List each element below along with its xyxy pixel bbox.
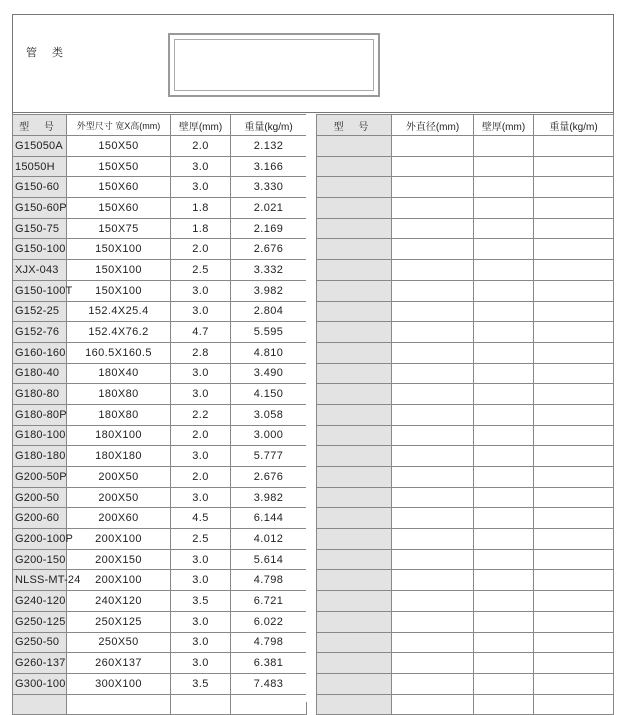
cell-weight: 5.614 <box>231 549 307 570</box>
empty-cell <box>474 280 534 301</box>
empty-cell <box>474 673 534 694</box>
cell-model: G180-40 <box>13 363 67 384</box>
empty-cell <box>392 156 474 177</box>
empty-cell <box>534 591 614 612</box>
empty-cell <box>392 322 474 343</box>
cell-wall-thickness: 4.7 <box>171 322 231 343</box>
table-row <box>13 404 307 425</box>
empty-cell <box>317 591 392 612</box>
cell-outer-size: 150X50 <box>67 136 171 157</box>
cell-model: G180-80P <box>13 404 67 425</box>
cell-outer-size: 150X100 <box>67 260 171 281</box>
empty-cell <box>392 177 474 198</box>
empty-cell <box>534 694 614 715</box>
cell-model: 15050H <box>13 156 67 177</box>
empty-cell <box>534 529 614 550</box>
empty-cell <box>317 425 392 446</box>
empty-cell <box>534 260 614 281</box>
empty-cell <box>392 260 474 281</box>
cell-wall-thickness: 3.0 <box>171 611 231 632</box>
cell-weight: 2.676 <box>231 239 307 260</box>
empty-cell <box>67 694 171 715</box>
table-row <box>13 301 307 322</box>
table-row-empty <box>317 508 614 529</box>
empty-cell <box>474 322 534 343</box>
header-weight: 重量(kg/m) <box>231 115 307 136</box>
empty-cell <box>534 611 614 632</box>
empty-cell <box>474 694 534 715</box>
empty-cell <box>474 177 534 198</box>
empty-cell <box>474 363 534 384</box>
cell-wall-thickness: 2.5 <box>171 260 231 281</box>
cell-wall-thickness: 3.0 <box>171 632 231 653</box>
cell-model: G200-50P <box>13 467 67 488</box>
table-row-empty <box>317 632 614 653</box>
empty-cell <box>317 198 392 219</box>
table-row <box>13 425 307 446</box>
cell-wall-thickness: 2.0 <box>171 467 231 488</box>
cell-weight: 4.012 <box>231 529 307 550</box>
empty-cell <box>534 384 614 405</box>
table-row <box>13 136 307 157</box>
cell-model: G300-100 <box>13 673 67 694</box>
cell-model: NLSS-MT-24 <box>13 570 67 591</box>
cell-outer-size: 150X50 <box>67 156 171 177</box>
rectangular-tube-icon <box>168 33 380 97</box>
empty-cell <box>534 239 614 260</box>
empty-cell <box>534 301 614 322</box>
empty-cell <box>474 467 534 488</box>
empty-cell <box>317 632 392 653</box>
empty-cell <box>534 177 614 198</box>
cell-weight: 4.798 <box>231 632 307 653</box>
empty-cell <box>534 446 614 467</box>
empty-cell <box>392 280 474 301</box>
header-outer-diameter: 外直径(mm) <box>392 115 474 136</box>
table-row <box>13 446 307 467</box>
empty-cell <box>474 218 534 239</box>
table-row-empty <box>317 549 614 570</box>
table-row-empty <box>317 570 614 591</box>
empty-cell <box>392 384 474 405</box>
cell-weight: 7.483 <box>231 673 307 694</box>
empty-cell <box>474 632 534 653</box>
empty-cell <box>317 177 392 198</box>
cell-weight: 4.150 <box>231 384 307 405</box>
table-row-empty <box>317 239 614 260</box>
table-gap <box>306 114 316 702</box>
cell-outer-size: 180X80 <box>67 384 171 405</box>
table-row-empty <box>317 404 614 425</box>
empty-cell <box>317 673 392 694</box>
empty-cell <box>534 570 614 591</box>
empty-cell <box>392 363 474 384</box>
cell-wall-thickness: 3.5 <box>171 591 231 612</box>
empty-cell <box>534 280 614 301</box>
cell-outer-size: 200X60 <box>67 508 171 529</box>
header-model: 型 号 <box>317 115 392 136</box>
cell-outer-size: 150X100 <box>67 280 171 301</box>
cell-wall-thickness: 3.0 <box>171 446 231 467</box>
empty-cell <box>392 487 474 508</box>
cell-weight: 3.982 <box>231 280 307 301</box>
table-row-empty <box>317 591 614 612</box>
cell-weight: 6.144 <box>231 508 307 529</box>
table-row-empty <box>317 446 614 467</box>
empty-cell <box>317 363 392 384</box>
cell-wall-thickness: 3.5 <box>171 673 231 694</box>
cell-outer-size: 180X40 <box>67 363 171 384</box>
table-row-empty <box>317 694 614 715</box>
cell-weight: 5.777 <box>231 446 307 467</box>
empty-cell <box>13 694 67 715</box>
empty-cell <box>534 549 614 570</box>
table-row <box>13 529 307 550</box>
cell-weight: 3.330 <box>231 177 307 198</box>
cell-wall-thickness: 3.0 <box>171 156 231 177</box>
cell-model: G200-150 <box>13 549 67 570</box>
empty-cell <box>534 218 614 239</box>
cell-weight: 6.381 <box>231 653 307 674</box>
empty-cell <box>317 342 392 363</box>
empty-cell <box>534 404 614 425</box>
table-row-empty <box>317 156 614 177</box>
empty-cell <box>317 508 392 529</box>
cell-model: G240-120 <box>13 591 67 612</box>
empty-cell <box>534 632 614 653</box>
cell-model: G150-75 <box>13 218 67 239</box>
table-row <box>13 673 307 694</box>
cell-model: G15050A <box>13 136 67 157</box>
empty-cell <box>317 694 392 715</box>
empty-cell <box>171 694 231 715</box>
cell-model: G180-100 <box>13 425 67 446</box>
cell-weight: 3.490 <box>231 363 307 384</box>
empty-cell <box>474 384 534 405</box>
empty-cell <box>317 529 392 550</box>
empty-cell <box>317 611 392 632</box>
cell-wall-thickness: 2.2 <box>171 404 231 425</box>
empty-cell <box>474 549 534 570</box>
table-row-empty <box>317 218 614 239</box>
cell-wall-thickness: 3.0 <box>171 384 231 405</box>
table-row-empty <box>317 136 614 157</box>
cell-model: G150-60 <box>13 177 67 198</box>
category-label: 管 类 <box>26 47 70 59</box>
empty-cell <box>474 570 534 591</box>
empty-cell <box>392 549 474 570</box>
table-row-empty <box>317 529 614 550</box>
cell-model: G152-25 <box>13 301 67 322</box>
cell-model: G250-125 <box>13 611 67 632</box>
left-profile-table <box>12 114 307 715</box>
empty-cell <box>317 156 392 177</box>
cell-wall-thickness: 2.5 <box>171 529 231 550</box>
cell-model: G200-50 <box>13 487 67 508</box>
cell-weight: 2.804 <box>231 301 307 322</box>
table-row-empty <box>317 280 614 301</box>
cell-outer-size: 260X137 <box>67 653 171 674</box>
empty-cell <box>392 239 474 260</box>
cell-wall-thickness: 1.8 <box>171 218 231 239</box>
cell-model: G152-76 <box>13 322 67 343</box>
cell-wall-thickness: 3.0 <box>171 363 231 384</box>
empty-cell <box>534 156 614 177</box>
cell-outer-size: 180X100 <box>67 425 171 446</box>
table-row <box>13 260 307 281</box>
empty-cell <box>474 529 534 550</box>
table-row <box>13 487 307 508</box>
empty-cell <box>474 487 534 508</box>
empty-cell <box>392 136 474 157</box>
empty-cell <box>534 487 614 508</box>
cell-weight: 3.058 <box>231 404 307 425</box>
right-header-row <box>317 115 614 136</box>
empty-cell <box>474 239 534 260</box>
cell-wall-thickness: 3.0 <box>171 487 231 508</box>
table-row <box>13 342 307 363</box>
empty-cell <box>534 136 614 157</box>
empty-cell <box>534 673 614 694</box>
table-row <box>13 591 307 612</box>
empty-cell <box>534 508 614 529</box>
cell-model: G200-100P <box>13 529 67 550</box>
empty-cell <box>474 653 534 674</box>
right-profile-table <box>316 114 614 715</box>
cell-wall-thickness: 3.0 <box>171 177 231 198</box>
cell-outer-size: 200X50 <box>67 487 171 508</box>
left-header-row <box>13 115 307 136</box>
table-row-empty <box>317 198 614 219</box>
cell-outer-size: 200X100 <box>67 529 171 550</box>
table-row-empty <box>317 673 614 694</box>
table-row <box>13 363 307 384</box>
table-row-empty <box>317 487 614 508</box>
empty-cell <box>317 549 392 570</box>
header-wall-thickness: 壁厚(mm) <box>474 115 534 136</box>
table-row <box>13 177 307 198</box>
empty-cell <box>231 694 307 715</box>
table-row <box>13 384 307 405</box>
empty-cell <box>392 508 474 529</box>
cell-wall-thickness: 3.0 <box>171 570 231 591</box>
empty-cell <box>474 446 534 467</box>
cell-model: G260-137 <box>13 653 67 674</box>
cell-weight: 3.332 <box>231 260 307 281</box>
table-row <box>13 508 307 529</box>
cell-wall-thickness: 2.8 <box>171 342 231 363</box>
table-row-empty <box>317 301 614 322</box>
divider <box>12 112 613 113</box>
cell-weight: 3.000 <box>231 425 307 446</box>
cell-model: G150-100 <box>13 239 67 260</box>
cell-wall-thickness: 2.0 <box>171 239 231 260</box>
empty-cell <box>534 363 614 384</box>
table-row <box>13 611 307 632</box>
empty-cell <box>317 260 392 281</box>
cell-outer-size: 250X50 <box>67 632 171 653</box>
empty-cell <box>317 570 392 591</box>
table-row <box>13 467 307 488</box>
empty-cell <box>392 446 474 467</box>
empty-cell <box>474 198 534 219</box>
table-row <box>13 322 307 343</box>
table-row <box>13 549 307 570</box>
cell-outer-size: 180X80 <box>67 404 171 425</box>
empty-cell <box>474 156 534 177</box>
empty-cell <box>474 611 534 632</box>
cell-outer-size: 300X100 <box>67 673 171 694</box>
empty-cell <box>474 425 534 446</box>
empty-cell <box>317 653 392 674</box>
empty-cell <box>392 632 474 653</box>
header-outer-size: 外型尺寸 宽X高(mm) <box>67 115 171 136</box>
empty-cell <box>317 218 392 239</box>
table-row-empty <box>317 467 614 488</box>
empty-cell <box>317 322 392 343</box>
empty-cell <box>317 301 392 322</box>
table-row <box>13 632 307 653</box>
empty-cell <box>534 322 614 343</box>
cell-outer-size: 150X60 <box>67 177 171 198</box>
cell-weight: 4.798 <box>231 570 307 591</box>
cell-outer-size: 240X120 <box>67 591 171 612</box>
empty-cell <box>392 653 474 674</box>
table-row-empty <box>317 384 614 405</box>
cell-model: G180-180 <box>13 446 67 467</box>
empty-cell <box>534 342 614 363</box>
cell-outer-size: 160.5X160.5 <box>67 342 171 363</box>
table-row <box>13 218 307 239</box>
empty-cell <box>392 198 474 219</box>
cell-wall-thickness: 4.5 <box>171 508 231 529</box>
empty-cell <box>317 404 392 425</box>
cell-outer-size: 152.4X76.2 <box>67 322 171 343</box>
cell-outer-size: 152.4X25.4 <box>67 301 171 322</box>
table-row-empty <box>317 425 614 446</box>
empty-cell <box>392 301 474 322</box>
empty-cell <box>534 467 614 488</box>
table-row <box>13 653 307 674</box>
cell-outer-size: 200X150 <box>67 549 171 570</box>
cell-outer-size: 200X50 <box>67 467 171 488</box>
table-row-empty <box>317 177 614 198</box>
empty-cell <box>474 342 534 363</box>
table-row <box>13 156 307 177</box>
empty-cell <box>392 425 474 446</box>
empty-cell <box>317 239 392 260</box>
cell-wall-thickness: 3.0 <box>171 549 231 570</box>
cell-wall-thickness: 3.0 <box>171 280 231 301</box>
empty-cell <box>317 446 392 467</box>
table-row-empty <box>317 653 614 674</box>
table-row <box>13 239 307 260</box>
empty-cell <box>392 467 474 488</box>
empty-cell <box>317 280 392 301</box>
cell-weight: 6.022 <box>231 611 307 632</box>
cell-weight: 2.021 <box>231 198 307 219</box>
empty-cell <box>474 508 534 529</box>
empty-cell <box>317 487 392 508</box>
cell-wall-thickness: 2.0 <box>171 136 231 157</box>
table-row-empty <box>317 322 614 343</box>
empty-cell <box>392 673 474 694</box>
empty-cell <box>317 136 392 157</box>
empty-cell <box>534 198 614 219</box>
cell-weight: 2.676 <box>231 467 307 488</box>
empty-cell <box>534 653 614 674</box>
header-weight: 重量(kg/m) <box>534 115 614 136</box>
cell-weight: 2.132 <box>231 136 307 157</box>
empty-cell <box>392 611 474 632</box>
cell-outer-size: 150X100 <box>67 239 171 260</box>
cell-weight: 3.982 <box>231 487 307 508</box>
empty-cell <box>474 591 534 612</box>
empty-cell <box>474 136 534 157</box>
cell-wall-thickness: 3.0 <box>171 653 231 674</box>
empty-cell <box>317 384 392 405</box>
cell-weight: 2.169 <box>231 218 307 239</box>
empty-cell <box>474 404 534 425</box>
empty-cell <box>474 301 534 322</box>
empty-cell <box>392 404 474 425</box>
table-row-empty <box>317 260 614 281</box>
empty-cell <box>474 260 534 281</box>
cell-outer-size: 180X180 <box>67 446 171 467</box>
cell-wall-thickness: 3.0 <box>171 301 231 322</box>
empty-cell <box>534 425 614 446</box>
cell-wall-thickness: 2.0 <box>171 425 231 446</box>
cell-weight: 5.595 <box>231 322 307 343</box>
cell-model: G150-100T <box>13 280 67 301</box>
cell-weight: 3.166 <box>231 156 307 177</box>
cell-outer-size: 150X60 <box>67 198 171 219</box>
empty-cell <box>392 591 474 612</box>
table-row-empty <box>317 611 614 632</box>
cell-outer-size: 200X100 <box>67 570 171 591</box>
cell-weight: 6.721 <box>231 591 307 612</box>
empty-cell <box>392 529 474 550</box>
table-row <box>13 570 307 591</box>
table-row <box>13 198 307 219</box>
cell-model: G180-80 <box>13 384 67 405</box>
empty-cell <box>392 342 474 363</box>
cell-wall-thickness: 1.8 <box>171 198 231 219</box>
cell-outer-size: 150X75 <box>67 218 171 239</box>
table-row <box>13 280 307 301</box>
empty-cell <box>392 570 474 591</box>
cell-model: G200-60 <box>13 508 67 529</box>
cell-model: XJX-043 <box>13 260 67 281</box>
empty-cell <box>317 467 392 488</box>
header-wall-thickness: 壁厚(mm) <box>171 115 231 136</box>
cell-model: G150-60P <box>13 198 67 219</box>
cell-model: G250-50 <box>13 632 67 653</box>
table-row-empty <box>13 694 307 715</box>
cell-model: G160-160 <box>13 342 67 363</box>
cell-outer-size: 250X125 <box>67 611 171 632</box>
empty-cell <box>392 218 474 239</box>
table-row-empty <box>317 363 614 384</box>
table-row-empty <box>317 342 614 363</box>
empty-cell <box>392 694 474 715</box>
header-model: 型 号 <box>13 115 67 136</box>
cell-weight: 4.810 <box>231 342 307 363</box>
